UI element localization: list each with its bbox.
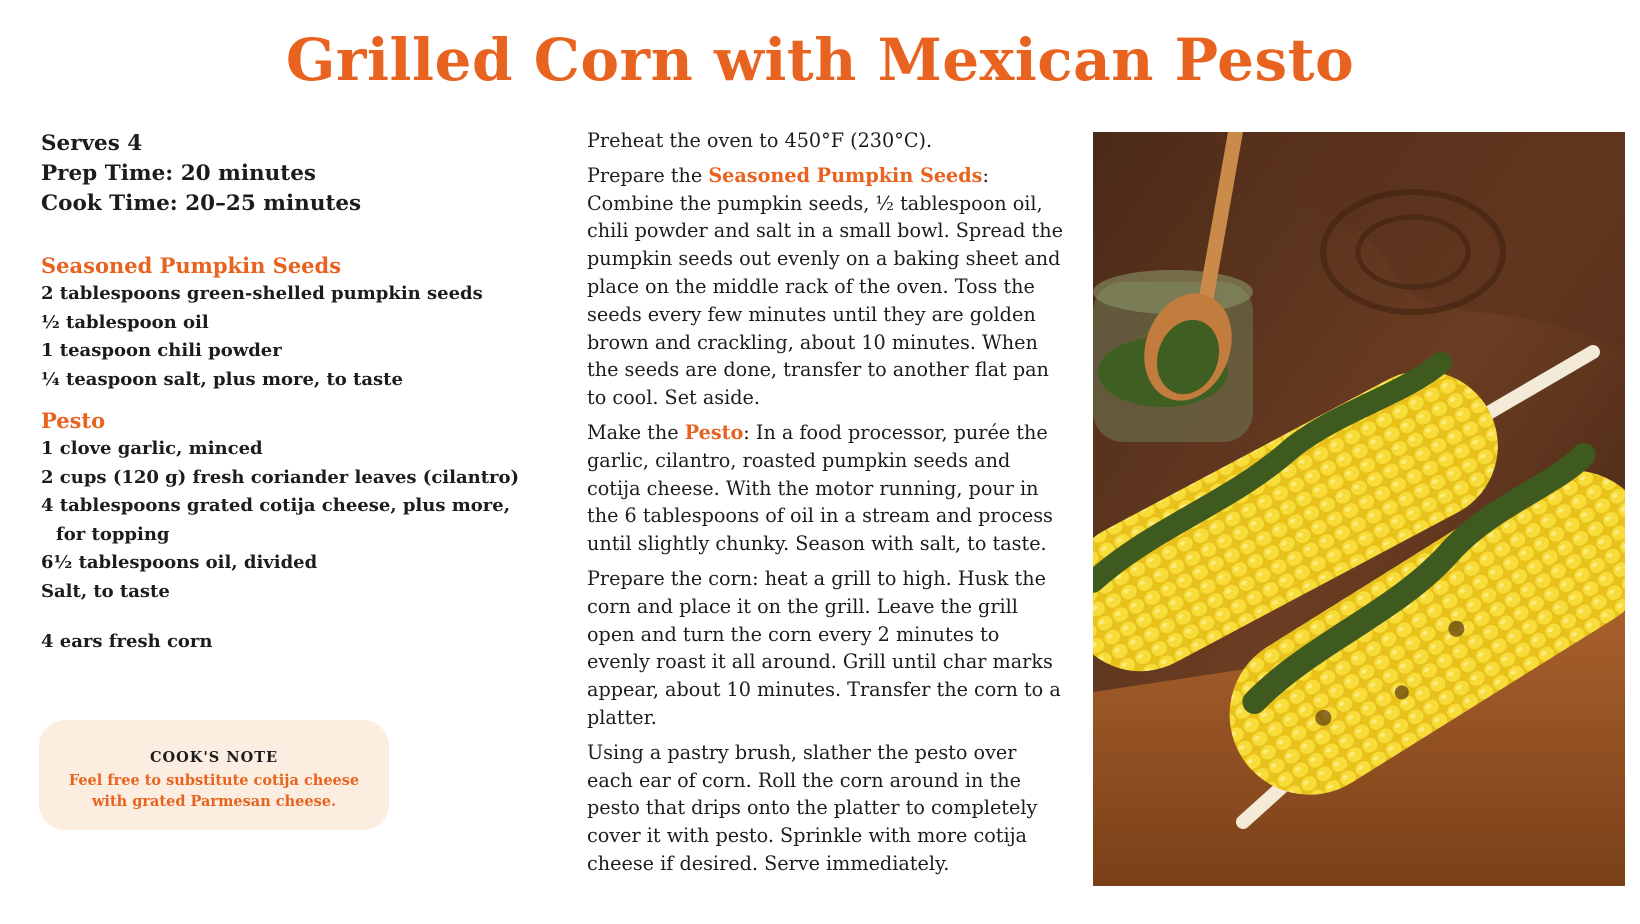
pesto-ingredient-list [41, 435, 541, 606]
cooks-note-card [39, 720, 389, 830]
pesto-highlight: Pesto [684, 420, 744, 444]
ingredient-item: 1 clove garlic, minced [41, 438, 263, 459]
recipe-meta [41, 129, 541, 219]
ingredient-item: 2 cups (120 g) fresh coriander leaves (cilantro) [41, 466, 520, 488]
ingredients-column [41, 129, 541, 657]
ingredient-item: 4 ears fresh corn [41, 631, 213, 652]
corn-ingredient-list [41, 628, 541, 657]
seeds-heading: Seasoned Pumpkin Seeds [41, 253, 342, 278]
step-seeds [587, 162, 1067, 412]
cook-time: Cook Time: 20–25 minutes [41, 191, 362, 216]
step-pesto [587, 419, 1067, 558]
serves: Serves 4 [41, 131, 143, 156]
cooks-note-text: Feel free to substitute cotija cheese with grated Parmesan cheese. [68, 772, 360, 810]
ingredient-item: Salt, to taste [41, 580, 170, 602]
cooks-note-title: COOK'S NOTE [149, 749, 279, 766]
seeds-highlight: Seasoned Pumpkin Seeds [708, 163, 983, 187]
step-text: Prepare the [587, 163, 709, 187]
step-text: : In a food processor, purée the garlic, cilantro, roasted pumpkin seeds and cotija cheese. With the motor running, pour in the 6 tablespoons of oil in a stream and process until slightly chunky. Season with salt, to taste. [587, 420, 1053, 556]
step-text: Make the [587, 420, 685, 444]
ingredient-item: ¼ teaspoon salt, plus more, to taste [41, 368, 403, 390]
ingredient-item: 1 teaspoon chili powder [41, 340, 282, 361]
step-preheat: Preheat the oven to 450°F (230°C). [587, 129, 933, 152]
corn-photo [1093, 132, 1625, 886]
instructions-column [587, 127, 1067, 885]
step-grill: Prepare the corn: heat a grill to high. Husk the corn and place it on the grill. Leave the grill open and turn the corn every 2 minutes to evenly roast it all around. Grill until char marks appear, about 10 minutes. Transfer the corn to a platter. [587, 566, 1061, 729]
pesto-heading: Pesto [41, 408, 106, 433]
step-text: : Combine the pumpkin seeds, ½ tablespoon oil, chili powder and salt in a small bowl. Spread the pumpkin seeds out evenly on a baking sheet and place on the middle rack of the oven. Toss the seeds every few minutes until they are golden brown and crackling, about 10 minutes. When the seeds are done, transfer to another flat pan to cool. Set aside. [587, 163, 1063, 410]
ingredient-item: 6½ tablespoons oil, divided [41, 552, 318, 573]
ingredient-item: 2 tablespoons green-shelled pumpkin seeds [41, 283, 483, 304]
page-title: Grilled Corn with Mexican Pesto [285, 26, 1355, 94]
seeds-ingredient-list [41, 280, 541, 394]
ingredient-item: 4 tablespoons grated cotija cheese, plus more, for topping [41, 495, 511, 545]
prep-time: Prep Time: 20 minutes [41, 161, 317, 186]
step-serve: Using a pastry brush, slather the pesto over each ear of corn. Roll the corn around in the pesto that drips onto the platter to completely cover it with pesto. Sprinkle with more cotija cheese if desired. Serve immediately. [587, 740, 1038, 875]
ingredient-item: ½ tablespoon oil [41, 311, 209, 333]
